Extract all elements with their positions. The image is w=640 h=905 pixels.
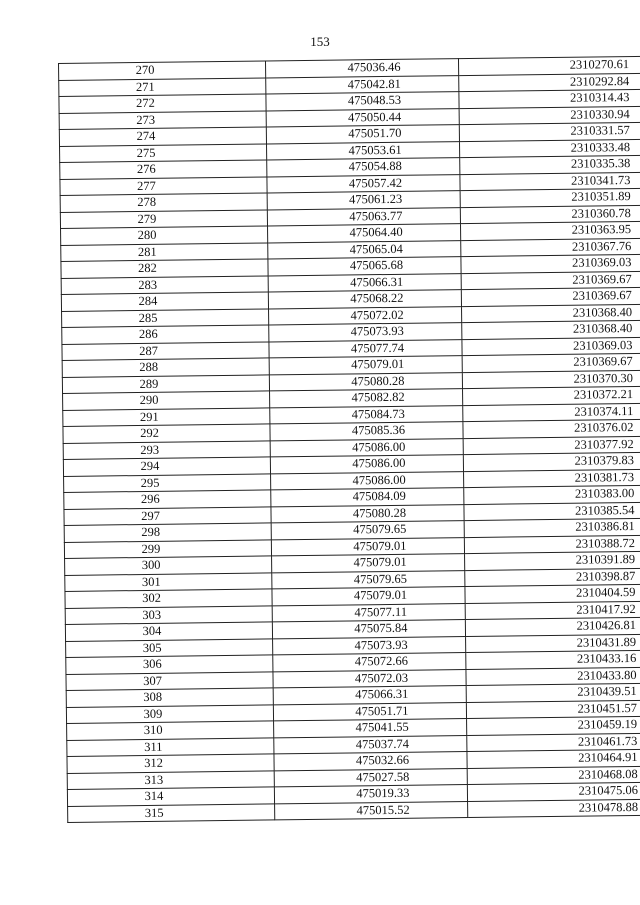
x-coordinate-cell: 475051.71 xyxy=(273,702,466,721)
x-coordinate-cell: 475072.02 xyxy=(269,306,462,325)
y-coordinate-cell: 2310368.40 xyxy=(461,304,640,323)
y-coordinate-cell: 2310398.87 xyxy=(465,567,640,586)
y-coordinate-cell: 2310314.43 xyxy=(459,89,640,108)
y-coordinate-cell: 2310386.81 xyxy=(464,518,640,537)
point-number-cell: 271 xyxy=(59,77,266,96)
x-coordinate-cell: 475051.70 xyxy=(266,125,459,144)
x-coordinate-cell: 475019.33 xyxy=(274,785,467,804)
y-coordinate-cell: 2310363.95 xyxy=(460,221,640,240)
y-coordinate-cell: 2310377.92 xyxy=(463,436,640,455)
y-coordinate-cell: 2310270.61 xyxy=(458,56,640,75)
x-coordinate-cell: 475086.00 xyxy=(270,438,463,457)
x-coordinate-cell: 475079.01 xyxy=(272,554,465,573)
y-coordinate-cell: 2310388.72 xyxy=(464,534,640,553)
x-coordinate-cell: 475072.03 xyxy=(273,669,466,688)
x-coordinate-cell: 475079.65 xyxy=(272,570,465,589)
point-number-cell: 278 xyxy=(60,193,267,212)
y-coordinate-cell: 2310385.54 xyxy=(464,501,640,520)
y-coordinate-cell: 2310372.21 xyxy=(463,386,640,405)
point-number-cell: 285 xyxy=(62,308,269,327)
y-coordinate-cell: 2310330.94 xyxy=(459,106,640,125)
y-coordinate-cell: 2310333.48 xyxy=(459,139,640,158)
point-number-cell: 283 xyxy=(61,275,268,294)
y-coordinate-cell: 2310370.30 xyxy=(462,370,640,389)
point-number-cell: 294 xyxy=(63,457,270,476)
point-number-cell: 281 xyxy=(61,242,268,261)
x-coordinate-cell: 475068.22 xyxy=(268,290,461,309)
point-number-cell: 292 xyxy=(63,424,270,443)
point-number-cell: 314 xyxy=(67,787,274,806)
point-number-cell: 291 xyxy=(63,407,270,426)
y-coordinate-cell: 2310431.89 xyxy=(466,633,640,652)
x-coordinate-cell: 475085.36 xyxy=(270,422,463,441)
point-number-cell: 308 xyxy=(66,688,273,707)
y-coordinate-cell: 2310383.00 xyxy=(464,485,640,504)
y-coordinate-cell: 2310433.80 xyxy=(466,666,640,685)
point-number-cell: 300 xyxy=(65,556,272,575)
table-body xyxy=(59,56,640,822)
x-coordinate-cell: 475073.93 xyxy=(273,636,466,655)
point-number-cell: 315 xyxy=(68,803,275,822)
point-number-cell: 312 xyxy=(67,754,274,773)
y-coordinate-cell: 2310369.67 xyxy=(461,271,640,290)
y-coordinate-cell: 2310475.06 xyxy=(467,782,640,801)
y-coordinate-cell: 2310478.88 xyxy=(468,798,640,817)
point-number-cell: 311 xyxy=(67,737,274,756)
y-coordinate-cell: 2310341.73 xyxy=(460,172,640,191)
y-coordinate-cell: 2310374.11 xyxy=(463,403,640,422)
point-number-cell: 282 xyxy=(61,259,268,278)
y-coordinate-cell: 2310381.73 xyxy=(464,468,640,487)
point-number-cell: 297 xyxy=(64,506,271,525)
point-number-cell: 270 xyxy=(59,61,266,80)
x-coordinate-cell: 475086.00 xyxy=(270,455,463,474)
y-coordinate-cell: 2310379.83 xyxy=(463,452,640,471)
x-coordinate-cell: 475015.52 xyxy=(275,801,468,820)
x-coordinate-cell: 475066.31 xyxy=(273,686,466,705)
y-coordinate-cell: 2310468.08 xyxy=(467,765,640,784)
point-number-cell: 275 xyxy=(60,143,267,162)
x-coordinate-cell: 475054.88 xyxy=(267,158,460,177)
point-number-cell: 303 xyxy=(65,605,272,624)
y-coordinate-cell: 2310433.16 xyxy=(466,650,640,669)
y-coordinate-cell: 2310369.67 xyxy=(461,287,640,306)
point-number-cell: 274 xyxy=(59,127,266,146)
x-coordinate-cell: 475084.09 xyxy=(271,488,464,507)
coordinates-table xyxy=(58,56,640,823)
x-coordinate-cell: 475084.73 xyxy=(270,405,463,424)
y-coordinate-cell: 2310360.78 xyxy=(460,205,640,224)
x-coordinate-cell: 475027.58 xyxy=(274,768,467,787)
x-coordinate-cell: 475064.40 xyxy=(268,224,461,243)
y-coordinate-cell: 2310426.81 xyxy=(465,617,640,636)
x-coordinate-cell: 475065.04 xyxy=(268,240,461,259)
point-number-cell: 293 xyxy=(63,440,270,459)
x-coordinate-cell: 475086.00 xyxy=(271,471,464,490)
point-number-cell: 307 xyxy=(66,671,273,690)
x-coordinate-cell: 475065.68 xyxy=(268,257,461,276)
point-number-cell: 305 xyxy=(66,638,273,657)
point-number-cell: 287 xyxy=(62,341,269,360)
point-number-cell: 289 xyxy=(62,374,269,393)
y-coordinate-cell: 2310292.84 xyxy=(459,73,640,92)
x-coordinate-cell: 475042.81 xyxy=(266,75,459,94)
x-coordinate-cell: 475053.61 xyxy=(266,141,459,160)
point-number-cell: 310 xyxy=(67,721,274,740)
y-coordinate-cell: 2310459.19 xyxy=(467,716,640,735)
page-number: 153 xyxy=(310,34,330,49)
x-coordinate-cell: 475075.84 xyxy=(272,620,465,639)
x-coordinate-cell: 475082.82 xyxy=(270,389,463,408)
point-number-cell: 304 xyxy=(65,622,272,641)
point-number-cell: 301 xyxy=(65,572,272,591)
y-coordinate-cell: 2310461.73 xyxy=(467,732,640,751)
y-coordinate-cell: 2310391.89 xyxy=(465,551,640,570)
point-number-cell: 286 xyxy=(62,325,269,344)
x-coordinate-cell: 475080.28 xyxy=(269,372,462,391)
x-coordinate-cell: 475080.28 xyxy=(271,504,464,523)
x-coordinate-cell: 475077.74 xyxy=(269,339,462,358)
point-number-cell: 313 xyxy=(67,770,274,789)
y-coordinate-cell: 2310331.57 xyxy=(459,122,640,141)
y-coordinate-cell: 2310367.76 xyxy=(461,238,640,257)
point-number-cell: 279 xyxy=(60,209,267,228)
x-coordinate-cell: 475072.66 xyxy=(273,653,466,672)
y-coordinate-cell: 2310439.51 xyxy=(466,683,640,702)
point-number-cell: 288 xyxy=(62,358,269,377)
point-number-cell: 273 xyxy=(59,110,266,129)
x-coordinate-cell: 475037.74 xyxy=(274,735,467,754)
point-number-cell: 306 xyxy=(66,655,273,674)
point-number-cell: 298 xyxy=(64,523,271,542)
x-coordinate-cell: 475061.23 xyxy=(267,191,460,210)
x-coordinate-cell: 475048.53 xyxy=(266,92,459,111)
x-coordinate-cell: 475077.11 xyxy=(272,603,465,622)
x-coordinate-cell: 475079.65 xyxy=(271,521,464,540)
y-coordinate-cell: 2310404.59 xyxy=(465,584,640,603)
x-coordinate-cell: 475032.66 xyxy=(274,752,467,771)
x-coordinate-cell: 475057.42 xyxy=(267,174,460,193)
point-number-cell: 296 xyxy=(64,490,271,509)
point-number-cell: 284 xyxy=(61,292,268,311)
y-coordinate-cell: 2310369.03 xyxy=(461,254,640,273)
y-coordinate-cell: 2310417.92 xyxy=(465,600,640,619)
x-coordinate-cell: 475073.93 xyxy=(269,323,462,342)
y-coordinate-cell: 2310351.89 xyxy=(460,188,640,207)
point-number-cell: 290 xyxy=(63,391,270,410)
y-coordinate-cell: 2310369.03 xyxy=(462,337,640,356)
x-coordinate-cell: 475036.46 xyxy=(265,59,458,78)
y-coordinate-cell: 2310376.02 xyxy=(463,419,640,438)
point-number-cell: 280 xyxy=(61,226,268,245)
y-coordinate-cell: 2310368.40 xyxy=(462,320,640,339)
y-coordinate-cell: 2310451.57 xyxy=(466,699,640,718)
point-number-cell: 277 xyxy=(60,176,267,195)
point-number-cell: 309 xyxy=(66,704,273,723)
x-coordinate-cell: 475066.31 xyxy=(268,273,461,292)
point-number-cell: 272 xyxy=(59,94,266,113)
x-coordinate-cell: 475050.44 xyxy=(266,108,459,127)
y-coordinate-cell: 2310335.38 xyxy=(460,155,640,174)
point-number-cell: 295 xyxy=(64,473,271,492)
x-coordinate-cell: 475079.01 xyxy=(269,356,462,375)
point-number-cell: 299 xyxy=(64,539,271,558)
y-coordinate-cell: 2310369.67 xyxy=(462,353,640,372)
x-coordinate-cell: 475079.01 xyxy=(271,537,464,556)
x-coordinate-cell: 475079.01 xyxy=(272,587,465,606)
y-coordinate-cell: 2310464.91 xyxy=(467,749,640,768)
point-number-cell: 276 xyxy=(60,160,267,179)
x-coordinate-cell: 475041.55 xyxy=(274,719,467,738)
point-number-cell: 302 xyxy=(65,589,272,608)
x-coordinate-cell: 475063.77 xyxy=(267,207,460,226)
